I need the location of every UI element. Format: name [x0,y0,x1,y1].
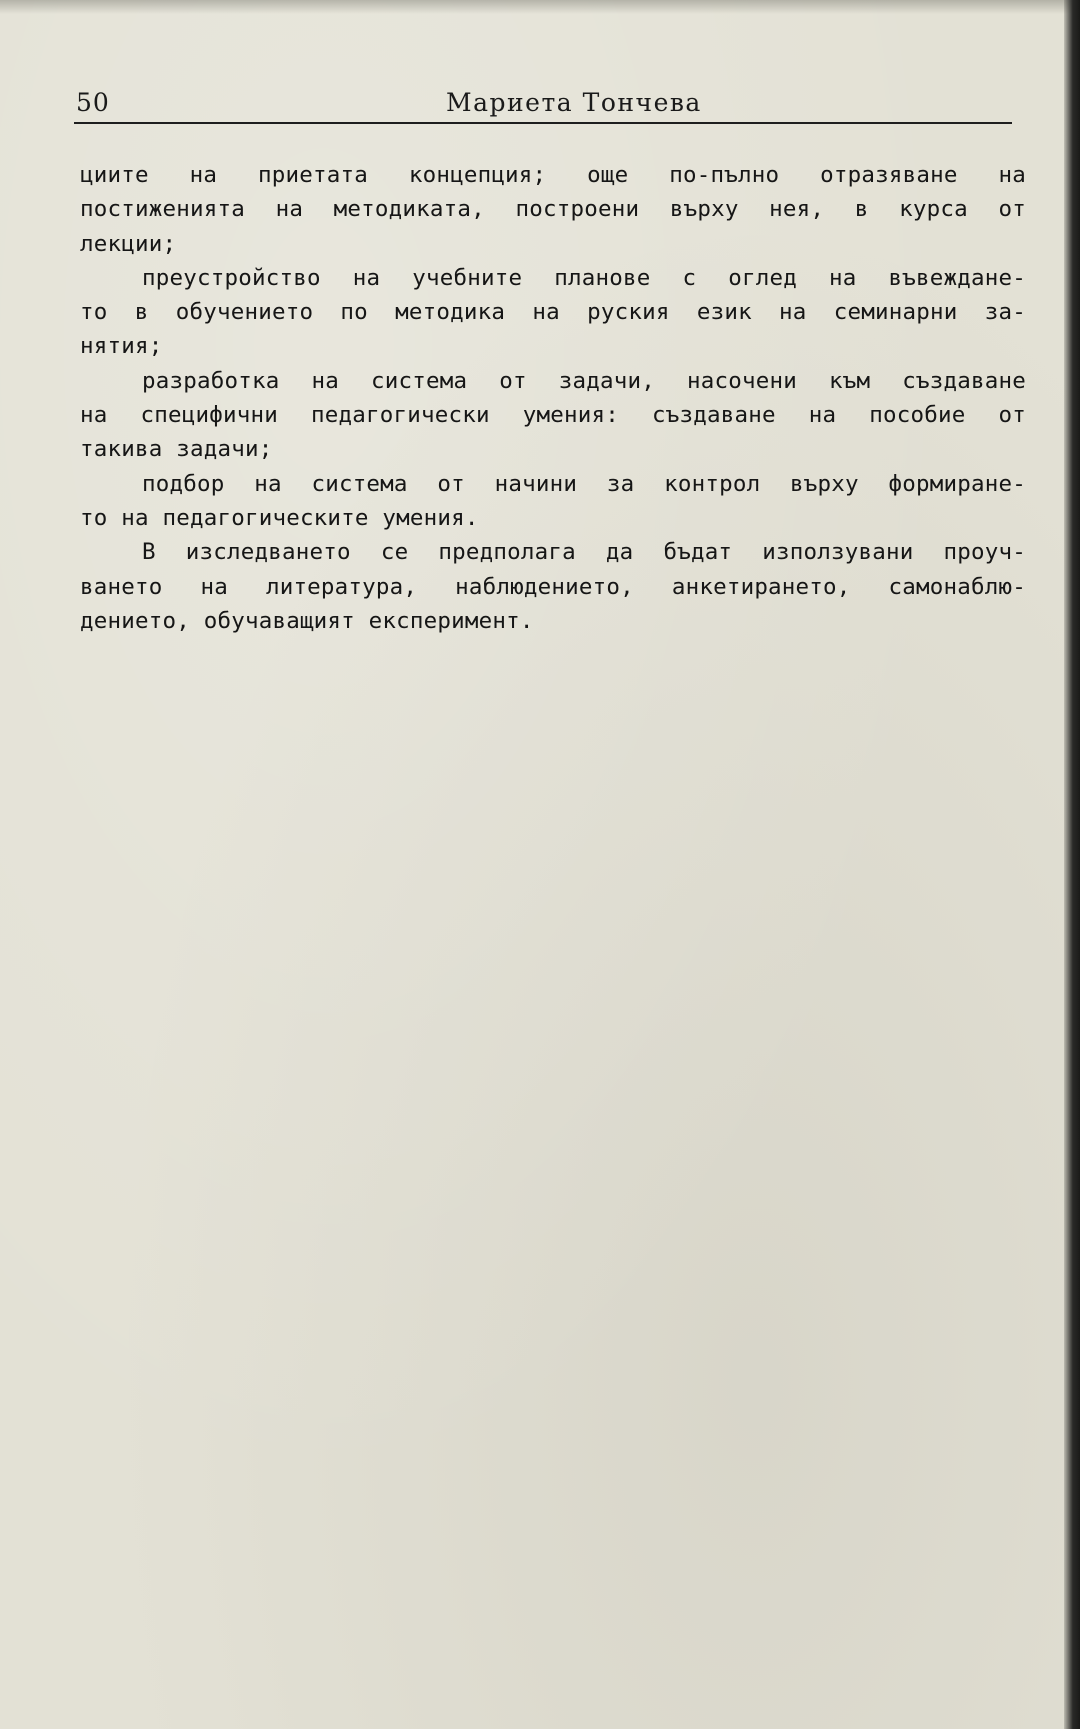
text-line: дението, обучаващият експеримент. [80,607,534,634]
text-line: на специфични педагогически умения: създаване на пособие от [80,402,1026,429]
text-line: циите на приетата концепция; още по-пълно отразяване на [80,162,1026,188]
page-top-shadow [0,0,1080,14]
paragraph [80,261,1026,364]
text-line: постиженията на методиката, построени върху нея, в курса от [80,196,1026,223]
text-line: то в обучението по методика на руския език на семинарни за- [80,299,1026,326]
running-header [74,88,1012,124]
text-line: лекции; [80,230,177,257]
text-line: преустройство на учебните планове с оглед на въвеждане- [142,264,1026,291]
text-line: такива задачи; [80,436,273,463]
paragraph-continuation [80,158,1026,261]
paragraph [80,535,1026,638]
paragraph [80,467,1026,536]
text-line: В изследването се предполага да бъдат използувани проуч- [142,539,1026,566]
page-number: 50 [76,88,110,117]
book-spine-edge [1064,0,1080,1729]
text-line: нятия; [80,333,163,360]
body-text [80,158,1026,638]
text-line: разработка на система от задачи, насочени към създаване [142,367,1026,394]
text-line: подбор на система от начини за контрол върху формиране- [142,470,1026,497]
text-line: то на педагогическите умения. [80,504,479,531]
running-head-author: Мариета Тончева [446,88,702,117]
paragraph [80,364,1026,467]
text-line: ването на литература, наблюдението, анкетирането, самонаблю- [80,573,1026,600]
